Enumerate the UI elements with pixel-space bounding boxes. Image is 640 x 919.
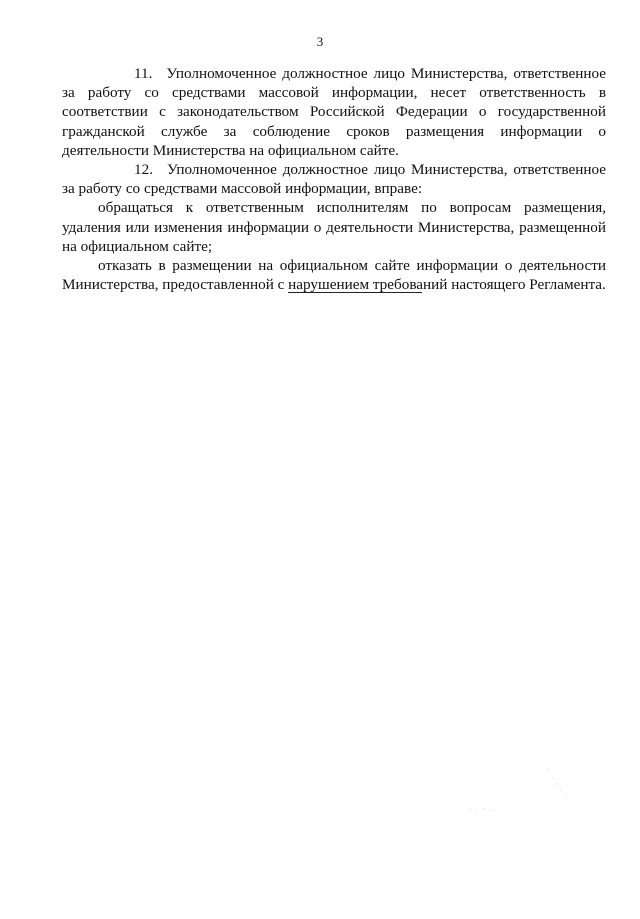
paragraph-11 [62, 64, 606, 160]
paragraph-number: 12. [134, 161, 153, 179]
paragraph-text: обращаться к ответственным исполнителям по вопросам размещения, удаления или изменения информации о деятельности Министерства, размещенной на официальном сайте; [62, 199, 606, 255]
paragraph-12 [62, 160, 606, 198]
paragraph-text: отказать в размещении на официальном сайте информации о деятельности Министерства, предоставленной с нарушением требований настоящего Регламента. [62, 257, 606, 294]
page-number: 3 [316, 34, 324, 49]
paragraph-text: Уполномоченное должностное лицо Министерства, ответственное за работу со средствами массовой информации, несет ответственность в соответствии с законодательством Российской Федерации о государственной гражданской службе за соблюдение сроков размещения информации о деятельности Министерства на официальном сайте. [62, 65, 606, 159]
paragraph-12-item-2 [62, 256, 606, 294]
paragraph-12-item-1 [62, 198, 606, 256]
paragraph-text: Уполномоченное должностное лицо Министерства, ответственное за работу со средствами массовой информации, вправе: [62, 161, 606, 198]
paragraph-number: 11. [134, 65, 153, 82]
closing-separator-line [288, 292, 422, 293]
document-body [62, 64, 606, 294]
